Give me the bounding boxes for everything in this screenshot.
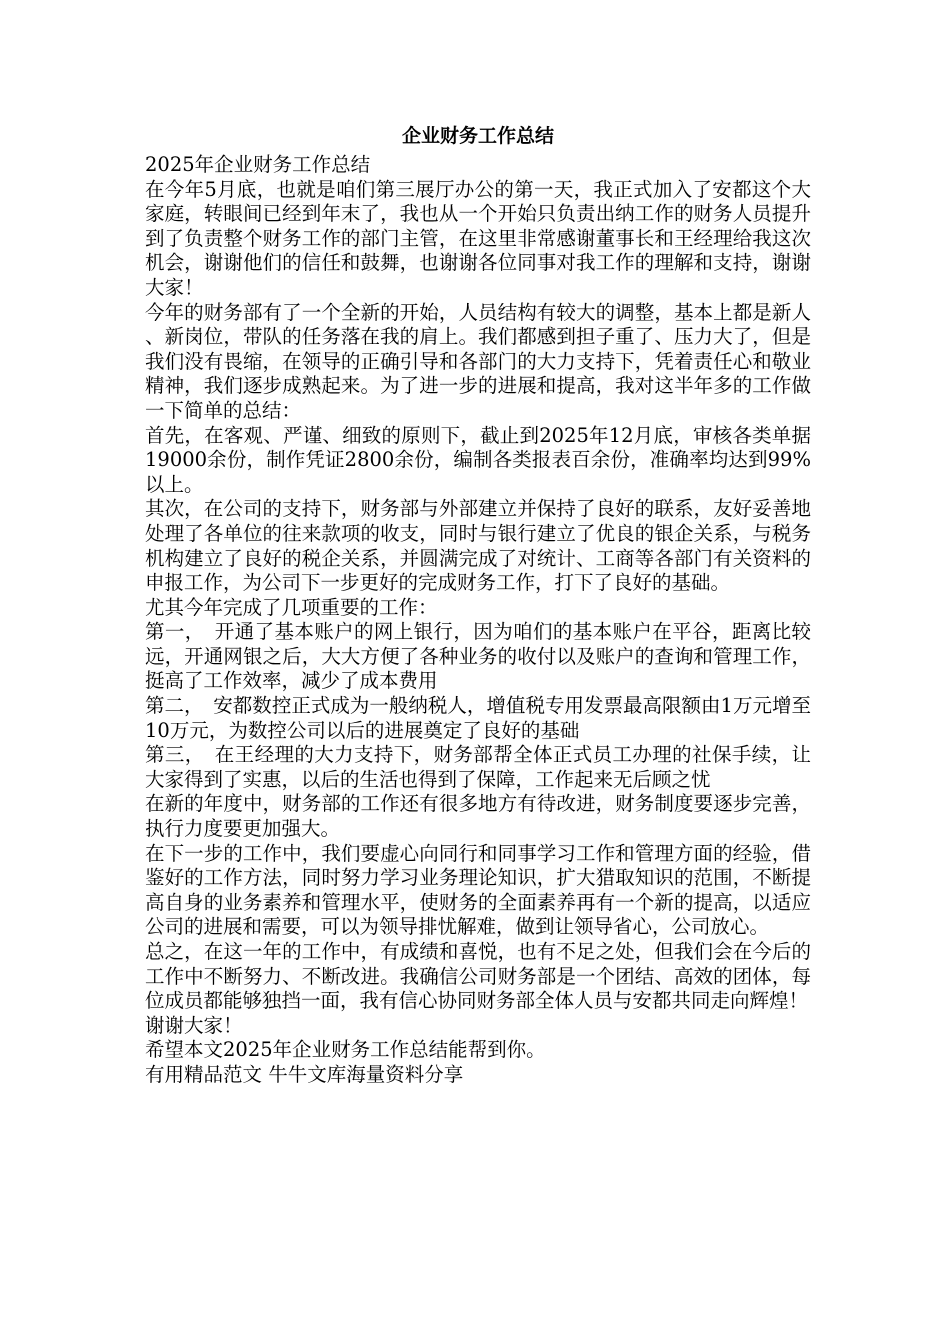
paragraph-team: 今年的财务部有了一个全新的开始，人员结构有较大的调整，基本上都是新人、新岗位，带队的任务落在我的肩上。我们都感到担子重了、压力大了，但是我们没有畏缩，在领导的正确引导和各部门的大力支持下，凭着责任心和敬业精神，我们逐步成熟起来。为了进一步的进展和提高，我对这半年多的工作做一下简单的总结： [145, 300, 811, 422]
paragraph-next-step: 在下一步的工作中，我们要虚心向同行和同事学习工作和管理方面的经验，借鉴好的工作方法，同时努力学习业务理论知识，扩大猎取知识的范围，不断提高自身的业务素养和管理水平，使财务的全面素养再有一个新的提高，以适应公司的进展和需要，可以为领导排忧解难，做到让领导省心，公司放心。 [145, 841, 811, 939]
paragraph-first: 首先，在客观、严谨、细致的原则下，截止到2025年12月底，审核各类单据19000余份，制作凭证2800余份，编制各类报表百余份，准确率均达到99%以上。 [145, 423, 811, 496]
paragraph-item-two: 第二， 安都数控正式成为一般纳税人，增值税专用发票最高限额由1万元增至10万元，为数控公司以后的进展奠定了良好的基础 [145, 694, 811, 742]
paragraph-second: 其次，在公司的支持下，财务部与外部建立并保持了良好的联系，友好妥善地处理了各单位的往来款项的收支，同时与银行建立了优良的银企关系，与税务机构建立了良好的税企关系，并圆满完成了对统计、工商等各部门有关资料的申报工作，为公司下一步更好的完成财务工作，打下了良好的基础。 [145, 497, 811, 595]
paragraph-item-three: 第三， 在王经理的大力支持下，财务部帮全体正式员工办理的社保手续，让大家得到了实惠，以后的生活也得到了保障，工作起来无后顾之忧 [145, 743, 811, 791]
subtitle-line: 2025年企业财务工作总结 [145, 153, 371, 176]
paragraph-thanks: 谢谢大家！ [145, 1013, 243, 1037]
document-title: 企业财务工作总结 [401, 125, 554, 147]
paragraph-intro: 在今年5月底，也就是咱们第三展厅办公的第一天，我正式加入了安都这个大家庭，转眼间已经到年末了，我也从一个开始只负责出纳工作的财务人员提升到了负责整个财务工作的部门主管，在这里非常感谢董事长和王经理给我这次机会，谢谢他们的信任和鼓舞，也谢谢各位同事对我工作的理解和支持，谢谢大家！ [145, 177, 811, 299]
paragraph-new-year: 在新的年度中，财务部的工作还有很多地方有待改进，财务制度要逐步完善，执行力度要更加强大。 [145, 792, 811, 841]
document-body [145, 121, 811, 1088]
paragraph-key-work-heading: 尤其今年完成了几项重要的工作： [145, 595, 438, 619]
paragraph-item-one: 第一， 开通了基本账户的网上银行，因为咱们的基本账户在平谷，距离比较远，开通网银之后，大大方便了各种业务的收付以及账户的查询和管理工作，挺高了工作效率，减少了成本费用 [145, 620, 811, 693]
paragraph-footer: 有用精品范文 牛牛文库海量资料分享 [145, 1062, 464, 1086]
paragraph-hope: 希望本文2025年企业财务工作总结能帮到你。 [145, 1038, 546, 1062]
paragraph-conclusion: 总之，在这一年的工作中，有成绩和喜悦，也有不足之处，但我们会在今后的工作中不断努力、不断改进。我确信公司财务部是一个团结、高效的团体，每位成员都能够独挡一面，我有信心协同财务部全体人员与安都共同走向辉煌！ [145, 940, 811, 1013]
